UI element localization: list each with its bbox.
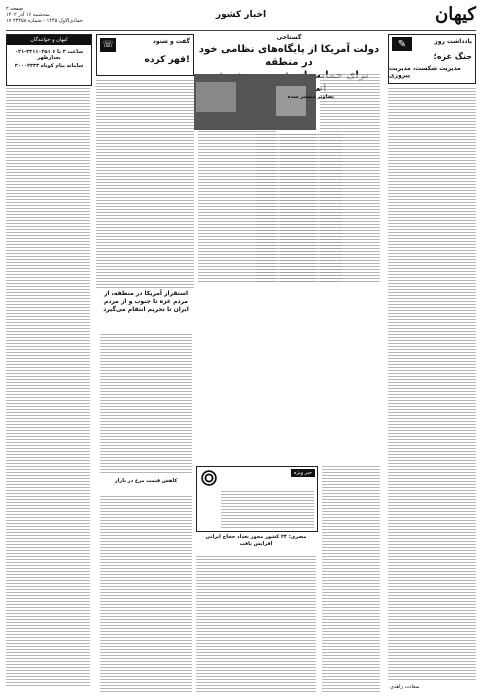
special-news-box xyxy=(196,466,318,532)
photo-caption: تصاویر منتشر شده xyxy=(287,94,335,100)
editorial-title-1: جنگ غزه؛ xyxy=(433,52,472,61)
mid-left-headline-box xyxy=(100,290,192,330)
special-news-headline: مصری: ۲۴ کشور مجوز تعداد حجاج ایرانی افزایش یافت xyxy=(205,534,307,547)
dialogue-section xyxy=(96,34,194,286)
target-icon xyxy=(200,469,218,487)
newspaper-logo: کیهان xyxy=(434,4,476,25)
editorial-text xyxy=(388,88,476,682)
readers-sms: سامانه پیام کوتاه ۳۰۰۰۲۳۳۳ xyxy=(14,63,84,69)
main-article xyxy=(198,34,380,284)
dialogue-header xyxy=(96,34,194,76)
speech-icon: ☏ xyxy=(100,38,116,52)
page-header xyxy=(6,4,476,31)
editorial-box xyxy=(388,34,476,84)
mid-left-headline: استقرار آمریکا در منطقه، از مردم غزه تا جنوب و از مردم ایران تا تحریم انتقام می‌گیرد xyxy=(103,290,189,313)
special-news-kicker: خبر ویژه xyxy=(291,469,315,477)
editorial-body xyxy=(388,88,476,682)
issue-line: ۱۷ جمادی‌الاول ۱۴۴۵ - شماره ۲۳۴۵۸ xyxy=(6,18,83,24)
main-kicker: گستاخی xyxy=(276,34,302,41)
page-label: صفحه ۲ xyxy=(6,6,23,12)
readers-title: کیهان و خوانندگان xyxy=(7,35,91,45)
date-line: سه‌شنبه ۱۶ آذر ۱۴۰۲ xyxy=(6,12,50,18)
special-news-headline-box xyxy=(196,534,316,554)
editorial-kicker: یادداشت روز xyxy=(434,38,472,45)
section-title: اخبار کشور xyxy=(215,10,267,20)
author-name: سعادت زاهدی xyxy=(390,684,420,690)
main-body xyxy=(198,74,380,284)
dialogue-title: قهر کرده! xyxy=(144,55,190,65)
news-photo xyxy=(188,74,316,130)
right-column xyxy=(388,34,476,690)
main-headline-1: دولت آمریکا از پایگاه‌های نظامی خود در منطقه xyxy=(198,44,380,68)
bottom-left-headline-box xyxy=(100,478,192,492)
dialogue-kicker: گفت و شنود xyxy=(152,38,190,45)
pen-icon: ✎ xyxy=(392,37,412,51)
readers-phone: ۰۲۱-۳۳۱۱۰۲۵۱ ساعت ۳ تا ۶ بعدازظهر xyxy=(14,49,83,61)
bottom-left-headline: کاهش قیمت مرغ در بازار xyxy=(114,478,178,484)
editorial-title-2: مدیریت شکست، مدیریت پیروزی xyxy=(389,65,461,79)
readers-box xyxy=(6,34,92,86)
readers-letters xyxy=(6,88,90,688)
